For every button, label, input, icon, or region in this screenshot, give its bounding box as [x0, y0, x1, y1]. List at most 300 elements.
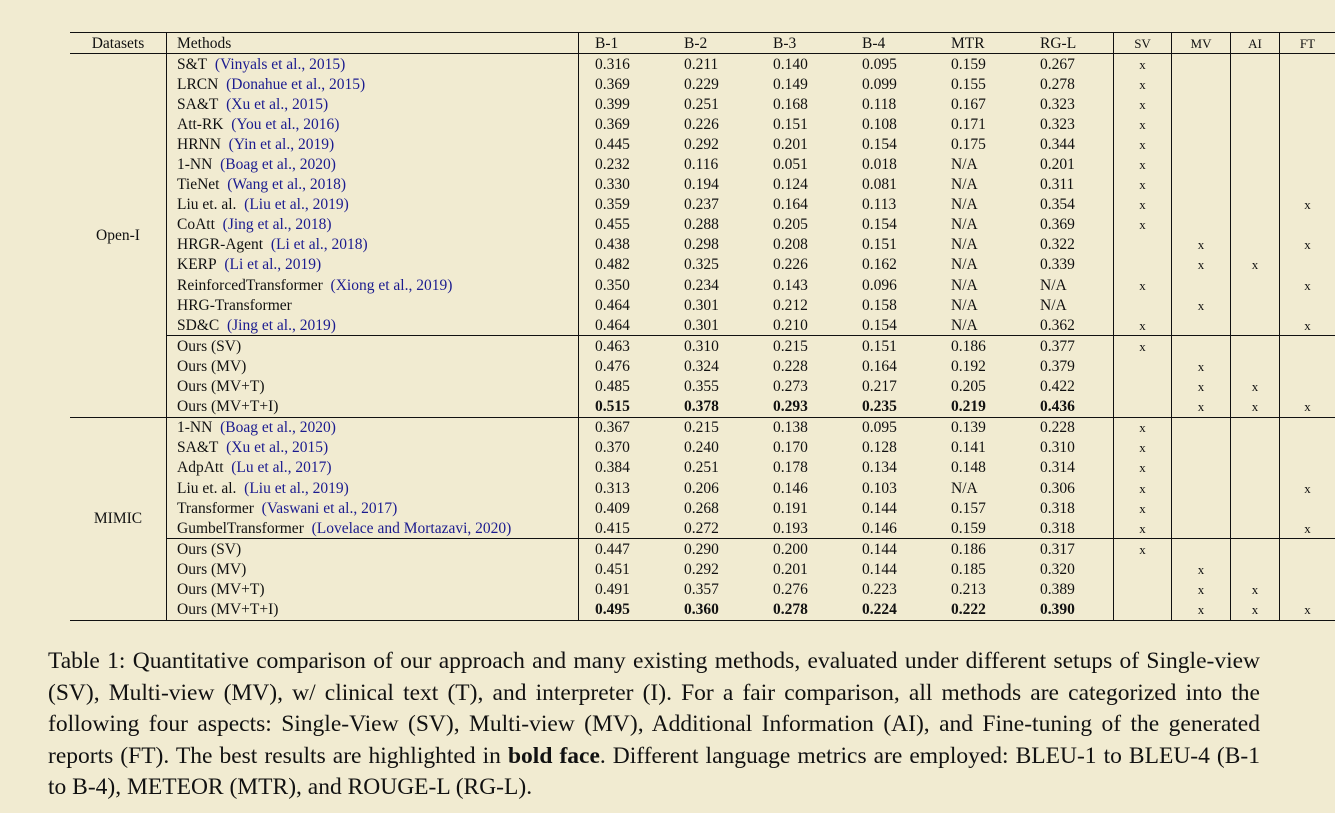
caption-text: Quantitative comparison of our approach and many existing methods, evaluated under different setups of Single-view (SV), Multi-view (MV), w/ clinical text (T), and interpreter (I). For a fair comparison, all methods are categorized into the following four aspects: Single-View (SV), Multi-view (MV), Additional Information (AI), and Fine-tuning of the generated reports (FT). The best results are highlighted in: [48, 648, 1260, 769]
metric-cell: [579, 377, 669, 397]
aspect-flag-cell: [1280, 336, 1335, 357]
header-cell: B-3: [757, 33, 846, 54]
citation-link[interactable]: (Liu et al., 2019): [244, 196, 349, 214]
metric-cell: [846, 235, 935, 255]
metric-cell: [935, 539, 1024, 560]
table-row: [70, 134, 1335, 154]
citation-link[interactable]: (You et al., 2016): [231, 115, 340, 133]
metric-cell: [846, 74, 935, 94]
aspect-flag-cell: [1231, 315, 1280, 336]
metric-cell: [668, 235, 757, 255]
method-name: 1-NN: [177, 419, 213, 437]
metric-cell: [935, 336, 1024, 357]
method-name: HRGR-Agent: [177, 236, 264, 254]
aspect-flag-cell: x: [1172, 397, 1231, 418]
metric-value: N/A: [951, 156, 978, 174]
metric-value: N/A: [951, 316, 978, 334]
metric-value: 0.210: [773, 316, 808, 334]
metric-cell: [668, 600, 757, 621]
metric-cell: [846, 498, 935, 518]
metric-cell: [757, 235, 846, 255]
aspect-flag-cell: x: [1114, 336, 1172, 357]
metric-value: 0.362: [1040, 316, 1075, 334]
table-row: [70, 54, 1335, 75]
method-name: Ours (MV): [177, 560, 247, 578]
metric-value: 0.103: [862, 479, 897, 497]
metric-value: 0.377: [1040, 337, 1075, 355]
citation-link[interactable]: (Donahue et al., 2015): [226, 75, 366, 93]
table-row: [70, 114, 1335, 134]
method-cell: [167, 195, 579, 215]
method-name: Ours (MV+T+I): [177, 601, 279, 619]
aspect-flag-cell: [1172, 336, 1231, 357]
metric-cell: [846, 518, 935, 539]
citation-link[interactable]: (Lovelace and Mortazavi, 2020): [311, 519, 512, 537]
aspect-flag-cell: x: [1114, 54, 1172, 75]
aspect-flag-cell: [1172, 518, 1231, 539]
metric-value: 0.273: [773, 378, 808, 396]
method-cell: [167, 235, 579, 255]
metric-cell: [579, 600, 669, 621]
citation-link[interactable]: (Li et al., 2018): [270, 236, 368, 254]
metric-cell: [668, 54, 757, 75]
metric-cell: [757, 175, 846, 195]
metric-value: 0.369: [595, 75, 630, 93]
method-name: 1-NN: [177, 156, 213, 174]
metric-value: 0.324: [684, 357, 719, 375]
table-caption: [48, 646, 1260, 804]
method-name: ReinforcedTransformer: [177, 276, 323, 294]
metric-cell: [579, 539, 669, 560]
metric-value: 0.215: [684, 419, 719, 437]
metric-cell: [846, 539, 935, 560]
metric-value: 0.464: [595, 296, 630, 314]
metric-cell: [846, 114, 935, 134]
metric-value: 0.235: [862, 398, 897, 416]
aspect-flag-cell: [1231, 336, 1280, 357]
aspect-flag-cell: x: [1114, 478, 1172, 498]
aspect-flag-cell: [1231, 154, 1280, 174]
metric-value: 0.464: [595, 316, 630, 334]
aspect-flag-cell: [1280, 559, 1335, 579]
metric-cell: [757, 195, 846, 215]
table-row: [70, 478, 1335, 498]
method-cell: [167, 295, 579, 315]
metric-value: 0.095: [862, 419, 897, 437]
aspect-flag-cell: x: [1114, 175, 1172, 195]
metric-cell: [757, 74, 846, 94]
aspect-flag-cell: x: [1280, 600, 1335, 621]
metric-cell: [579, 315, 669, 336]
metric-value: N/A: [951, 276, 978, 294]
metric-cell: [846, 579, 935, 599]
metric-value: 0.378: [684, 398, 719, 416]
header-cell: Methods: [167, 33, 579, 54]
aspect-flag-cell: x: [1231, 255, 1280, 275]
method-name: Ours (MV+T+I): [177, 398, 279, 416]
metric-value: N/A: [951, 236, 978, 254]
table-row: [70, 518, 1335, 539]
metric-cell: [935, 175, 1024, 195]
metric-value: 0.310: [684, 337, 719, 355]
aspect-flag-cell: x: [1304, 480, 1311, 496]
metric-value: 0.339: [1040, 256, 1075, 274]
metric-value: N/A: [1040, 296, 1067, 314]
metric-cell: [846, 600, 935, 621]
metric-value: 0.251: [684, 459, 719, 477]
dataset-cell: MIMIC: [70, 417, 167, 620]
metric-value: 0.178: [773, 459, 808, 477]
citation-link[interactable]: (Wang et al., 2018): [227, 176, 347, 194]
citation-link[interactable]: (Liu et al., 2019): [244, 479, 349, 497]
aspect-flag-cell: [1280, 498, 1335, 518]
metric-value: 0.354: [1040, 196, 1075, 214]
aspect-flag-cell: [1280, 417, 1335, 438]
metric-value: 0.157: [951, 499, 986, 517]
header-cell: AI: [1231, 33, 1280, 54]
metric-cell: [579, 54, 669, 75]
citation-link[interactable]: (Xu et al., 2015): [226, 95, 329, 113]
header-cell: B-1: [579, 33, 669, 54]
metric-value: 0.482: [595, 256, 630, 274]
metric-cell: [846, 255, 935, 275]
method-name: SA&T: [177, 439, 219, 457]
method-name: Liu et. al.: [177, 196, 237, 214]
metric-cell: [668, 498, 757, 518]
metric-value: 0.267: [1040, 55, 1075, 73]
metric-cell: [668, 195, 757, 215]
metric-value: 0.201: [773, 560, 808, 578]
citation-link[interactable]: (Boag et al., 2020): [220, 419, 336, 437]
method-cell: [167, 114, 579, 134]
metric-value: N/A: [951, 256, 978, 274]
aspect-flag-cell: [1172, 154, 1231, 174]
table-row: [70, 154, 1335, 174]
aspect-flag-cell: x: [1114, 518, 1172, 539]
metric-cell: [935, 579, 1024, 599]
metric-value: 0.318: [1040, 519, 1075, 537]
metric-cell: [668, 74, 757, 94]
metric-cell: [668, 94, 757, 114]
metric-cell: [757, 275, 846, 295]
metric-cell: [935, 377, 1024, 397]
metric-cell: [1024, 54, 1114, 75]
metric-value: 0.344: [1040, 135, 1075, 153]
aspect-flag-cell: x: [1304, 277, 1311, 293]
method-cell: [167, 397, 579, 418]
aspect-flag-cell: [1231, 114, 1280, 134]
aspect-flag-cell: [1280, 54, 1335, 75]
metric-cell: [846, 295, 935, 315]
method-cell: [167, 315, 579, 336]
aspect-flag-cell: [1231, 215, 1280, 235]
method-name: GumbelTransformer: [177, 519, 304, 537]
aspect-flag-cell: [1231, 275, 1280, 295]
aspect-flag-cell: [1114, 356, 1172, 376]
metric-cell: [668, 336, 757, 357]
metric-value: 0.298: [684, 236, 719, 254]
metric-value: 0.301: [684, 316, 719, 334]
metric-cell: [935, 54, 1024, 75]
aspect-flag-cell: x: [1231, 397, 1280, 418]
metric-cell: [757, 295, 846, 315]
metric-cell: [846, 134, 935, 154]
metric-value: 0.217: [862, 378, 897, 396]
metric-value: 0.355: [684, 378, 719, 396]
metric-cell: [1024, 539, 1114, 560]
aspect-flag-cell: x: [1172, 255, 1231, 275]
aspect-flag-cell: x: [1304, 317, 1311, 333]
metric-value: 0.051: [773, 156, 808, 174]
aspect-flag-cell: [1172, 438, 1231, 458]
metric-cell: [579, 438, 669, 458]
citation-link[interactable]: (Jing et al., 2019): [226, 316, 336, 334]
metric-cell: [1024, 336, 1114, 357]
metric-cell: [579, 356, 669, 376]
metric-value: 0.081: [862, 176, 897, 194]
metric-cell: [757, 518, 846, 539]
caption-text-end: . Different language metrics are employed: BLEU-1 to BLEU-4 (B-1 to B-4), METEOR (MTR), and ROUGE-L (RG-L).: [48, 742, 1260, 800]
metric-cell: [1024, 134, 1114, 154]
metric-cell: [757, 54, 846, 75]
metric-value: 0.390: [1040, 601, 1075, 619]
metric-cell: [846, 54, 935, 75]
header-cell: Datasets: [70, 33, 167, 54]
metric-value: 0.314: [1040, 459, 1075, 477]
metric-cell: [1024, 356, 1114, 376]
metric-value: N/A: [951, 216, 978, 234]
metric-value: N/A: [951, 296, 978, 314]
citation-link[interactable]: (Jing et al., 2018): [222, 216, 332, 234]
metric-value: 0.191: [773, 499, 808, 517]
metric-cell: [668, 478, 757, 498]
metric-cell: [579, 397, 669, 418]
method-cell: [167, 458, 579, 478]
aspect-flag-cell: [1231, 478, 1280, 498]
aspect-flag-cell: [1172, 539, 1231, 560]
metric-value: 0.389: [1040, 580, 1075, 598]
citation-link[interactable]: (Boag et al., 2020): [220, 156, 336, 174]
citation-link[interactable]: (Lu et al., 2017): [231, 459, 332, 477]
metric-cell: [846, 559, 935, 579]
metric-cell: [935, 559, 1024, 579]
metric-value: 0.175: [951, 135, 986, 153]
aspect-flag-cell: x: [1114, 134, 1172, 154]
method-cell: [167, 134, 579, 154]
metric-cell: [668, 518, 757, 539]
method-name: SA&T: [177, 95, 219, 113]
metric-value: 0.278: [773, 601, 808, 619]
metric-cell: [757, 559, 846, 579]
metric-value: 0.330: [595, 176, 630, 194]
method-name: HRG-Transformer: [177, 296, 292, 314]
aspect-flag-cell: x: [1114, 498, 1172, 518]
aspect-flag-cell: [1172, 134, 1231, 154]
metric-cell: [1024, 94, 1114, 114]
table-row: [70, 397, 1335, 418]
metric-value: 0.164: [862, 357, 897, 375]
metric-value: 0.290: [684, 540, 719, 558]
method-cell: [167, 438, 579, 458]
aspect-flag-cell: [1172, 74, 1231, 94]
metric-cell: [757, 114, 846, 134]
aspect-flag-cell: [1114, 377, 1172, 397]
method-name: SD&C: [177, 316, 220, 334]
metric-cell: [1024, 315, 1114, 336]
metric-cell: [846, 195, 935, 215]
metric-value: 0.151: [862, 337, 897, 355]
metric-cell: [579, 559, 669, 579]
metric-cell: [668, 295, 757, 315]
metric-value: 0.113: [862, 196, 897, 214]
metric-cell: [935, 94, 1024, 114]
metric-value: N/A: [951, 479, 978, 497]
metric-cell: [846, 397, 935, 418]
metric-cell: [935, 518, 1024, 539]
citation-link[interactable]: (Vinyals et al., 2015): [214, 55, 346, 73]
aspect-flag-cell: x: [1114, 438, 1172, 458]
metric-value: 0.151: [862, 236, 897, 254]
metric-cell: [757, 539, 846, 560]
metric-value: 0.170: [773, 439, 808, 457]
aspect-flag-cell: [1172, 114, 1231, 134]
citation-link[interactable]: (Vaswani et al., 2017): [261, 499, 398, 517]
metric-cell: [579, 478, 669, 498]
metric-cell: [668, 559, 757, 579]
metric-value: 0.158: [862, 296, 897, 314]
aspect-flag-cell: [1280, 356, 1335, 376]
citation-link[interactable]: (Yin et al., 2019): [228, 135, 335, 153]
aspect-flag-cell: [1280, 94, 1335, 114]
metric-value: 0.171: [951, 115, 986, 133]
metric-cell: [935, 295, 1024, 315]
metric-cell: [935, 275, 1024, 295]
metric-cell: [668, 397, 757, 418]
metric-value: 0.095: [862, 55, 897, 73]
aspect-flag-cell: x: [1114, 114, 1172, 134]
aspect-flag-cell: [1172, 498, 1231, 518]
metric-value: 0.118: [862, 95, 897, 113]
aspect-flag-cell: [1231, 94, 1280, 114]
method-name: CoAtt: [177, 216, 215, 234]
method-name: LRCN: [177, 75, 219, 93]
metric-cell: [757, 458, 846, 478]
method-cell: [167, 175, 579, 195]
metric-cell: [935, 195, 1024, 215]
metric-cell: [935, 235, 1024, 255]
metric-cell: [1024, 438, 1114, 458]
aspect-flag-cell: x: [1114, 275, 1172, 295]
table-row: [70, 539, 1335, 560]
aspect-flag-cell: [1280, 295, 1335, 315]
metric-cell: [1024, 458, 1114, 478]
aspect-flag-cell: [1231, 134, 1280, 154]
method-cell: [167, 377, 579, 397]
table-row: [70, 175, 1335, 195]
metric-value: 0.151: [773, 115, 808, 133]
metric-value: 0.357: [684, 580, 719, 598]
metric-value: 0.141: [951, 439, 986, 457]
metric-value: 0.495: [595, 601, 630, 619]
metric-value: 0.485: [595, 378, 630, 396]
aspect-flag-cell: [1172, 54, 1231, 75]
table-row: [70, 195, 1335, 215]
metric-value: 0.219: [951, 398, 986, 416]
header-cell: RG-L: [1024, 33, 1114, 54]
aspect-flag-cell: [1114, 397, 1172, 418]
metric-value: N/A: [951, 176, 978, 194]
citation-link[interactable]: (Xiong et al., 2019): [330, 276, 453, 294]
metric-cell: [579, 134, 669, 154]
metric-value: 0.140: [773, 55, 808, 73]
aspect-flag-cell: [1280, 539, 1335, 560]
aspect-flag-cell: x: [1172, 377, 1231, 397]
table-row: [70, 215, 1335, 235]
metric-value: 0.018: [862, 156, 897, 174]
metric-cell: [846, 275, 935, 295]
aspect-flag-cell: [1231, 235, 1280, 255]
metric-cell: [1024, 559, 1114, 579]
metric-cell: [1024, 74, 1114, 94]
caption-bold-text: bold face: [507, 742, 600, 769]
method-cell: [167, 215, 579, 235]
metric-cell: [579, 235, 669, 255]
metric-value: 0.323: [1040, 115, 1075, 133]
citation-link[interactable]: (Li et al., 2019): [224, 256, 322, 274]
metric-value: 0.186: [951, 540, 986, 558]
metric-cell: [579, 336, 669, 357]
aspect-flag-cell: [1280, 458, 1335, 478]
metric-cell: [935, 154, 1024, 174]
metric-cell: [579, 295, 669, 315]
method-cell: [167, 255, 579, 275]
metric-value: 0.445: [595, 135, 630, 153]
metric-value: 0.237: [684, 196, 719, 214]
metric-cell: [935, 397, 1024, 418]
method-name: HRNN: [177, 135, 221, 153]
metric-cell: [668, 134, 757, 154]
metric-cell: [757, 255, 846, 275]
metric-value: 0.186: [951, 337, 986, 355]
method-cell: [167, 579, 579, 599]
metric-value: 0.234: [684, 276, 719, 294]
metric-value: 0.213: [951, 580, 986, 598]
metric-value: 0.223: [862, 580, 897, 598]
results-table: [70, 32, 1335, 621]
metric-value: 0.211: [684, 55, 719, 73]
method-cell: [167, 498, 579, 518]
metric-value: 0.436: [1040, 398, 1075, 416]
method-name: Ours (MV+T): [177, 580, 265, 598]
table-row: [70, 356, 1335, 376]
metric-value: 0.154: [862, 316, 897, 334]
metric-cell: [1024, 295, 1114, 315]
metric-value: 0.228: [1040, 419, 1075, 437]
metric-value: 0.272: [684, 519, 719, 537]
header-cell: B-4: [846, 33, 935, 54]
citation-link[interactable]: (Xu et al., 2015): [226, 439, 329, 457]
aspect-flag-cell: [1280, 175, 1335, 195]
aspect-flag-cell: x: [1114, 458, 1172, 478]
metric-value: 0.167: [951, 95, 986, 113]
aspect-flag-cell: x: [1114, 315, 1172, 336]
aspect-flag-cell: [1231, 438, 1280, 458]
metric-value: 0.384: [595, 459, 630, 477]
method-cell: [167, 600, 579, 621]
metric-value: 0.229: [684, 75, 719, 93]
aspect-flag-cell: x: [1172, 579, 1231, 599]
method-name: AdpAtt: [177, 459, 224, 477]
